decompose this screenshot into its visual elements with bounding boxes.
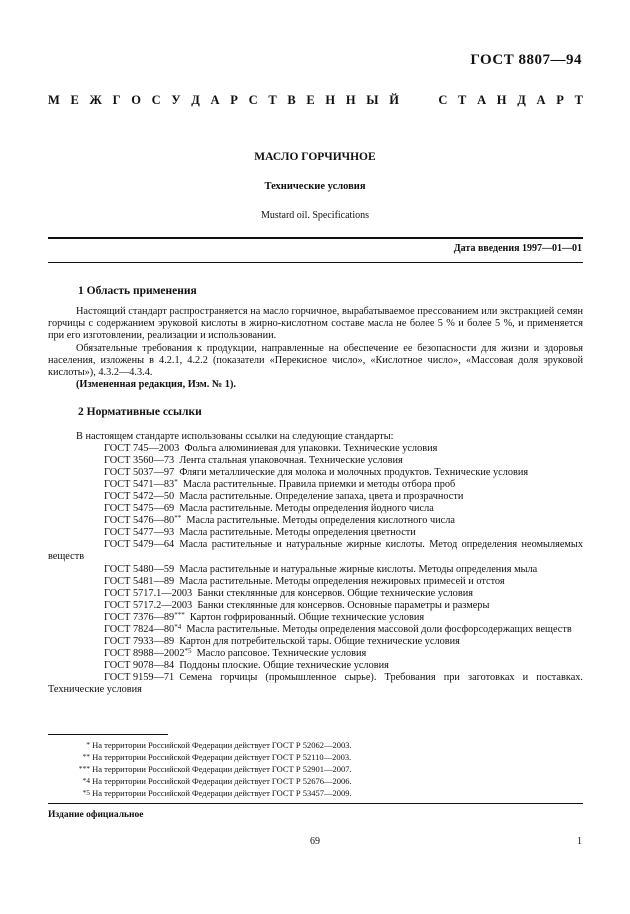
heading-letter: Ы — [366, 93, 379, 107]
reference-item — [48, 515, 583, 527]
heading-letter: Н — [325, 93, 336, 107]
section-1-body — [48, 306, 583, 391]
footnote-marker: ** — [174, 514, 182, 523]
heading-letter: Д — [191, 93, 200, 107]
footnote-marker: *** — [174, 610, 185, 619]
intro-date: Дата введения 1997—01—01 — [453, 243, 582, 254]
gost-number: ГОСТ 8807—94 — [470, 52, 582, 68]
reference-code: ГОСТ 8988—2002 — [104, 647, 185, 659]
divider-thin — [48, 262, 583, 263]
reference-item — [48, 455, 583, 467]
footnote-divider — [48, 734, 168, 735]
section-1-paragraph-1: Настоящий стандарт распространяется на масло горчичное, вырабатываемое прессованием или экстракцией семян горчицы с содержанием эруковой кислоты в жирно-кислотном составе масла не более 5 % и более 5 %, и применяется при его изготовлении, реализации и использовании. — [48, 306, 583, 342]
reference-title: Масла растительные. Методы определения нежировых примесей и отстоя — [179, 575, 505, 587]
heading-letter: В — [287, 93, 296, 107]
reference-item — [48, 588, 583, 600]
footnote — [48, 763, 583, 775]
reference-item — [48, 648, 583, 660]
reference-code: ГОСТ 5472—50 — [104, 491, 175, 503]
reference-code: ГОСТ 5717.1—2003 — [104, 587, 193, 599]
reference-item — [48, 491, 583, 503]
reference-item — [48, 527, 583, 539]
reference-code: ГОСТ 7376—89 — [104, 611, 175, 623]
heading-letter: У — [171, 93, 181, 107]
reference-title: Поддоны плоские. Общие технические условия — [179, 659, 389, 671]
heading-letter: С — [248, 93, 258, 107]
heading-letter: А — [210, 93, 220, 107]
section-2-heading: 2 Нормативные ссылки — [78, 406, 202, 418]
footnote-marker: *4 — [174, 622, 182, 631]
footnotes — [48, 739, 583, 799]
reference-code: ГОСТ 9078—84 — [104, 659, 175, 671]
footnote — [48, 787, 583, 799]
reference-title: Фляги металлические для молока и молочных продуктов. Технические условия — [179, 467, 529, 479]
heading-letter: С — [151, 93, 161, 107]
footnote-mark: ** — [82, 752, 90, 762]
reference-code: ГОСТ 5477—93 — [104, 527, 175, 539]
reference-title: Масла растительные. Методы определения массовой доли фосфорсодержащих веществ — [186, 623, 572, 635]
interstate-standard-heading — [48, 93, 583, 108]
page-number: 69 — [310, 836, 320, 847]
footnote-marker: * — [174, 478, 178, 487]
reference-code: ГОСТ 7824—80 — [104, 623, 175, 635]
divider-thick — [48, 237, 583, 239]
reference-code: ГОСТ 5476—80 — [104, 515, 175, 527]
footer-divider — [48, 803, 583, 804]
reference-title: Масла растительные. Методы определения йодного числа — [179, 503, 434, 515]
reference-title: Семена горчицы (промышленное сырье). Требования при заготовках и поставках. Технические условия — [48, 671, 583, 695]
reference-title: Масла растительные и натуральные жирные кислоты. Метод определения неомыляемых веществ — [48, 539, 583, 563]
footnote-mark: *4 — [82, 776, 90, 786]
reference-code: ГОСТ 5475—69 — [104, 503, 175, 515]
reference-code: ГОСТ 3560—73 — [104, 455, 175, 467]
footnote-mark: *** — [78, 764, 90, 774]
footnote-marker: *5 — [184, 646, 192, 655]
heading-letter: Н — [345, 93, 356, 107]
footnote-text: На территории Российской Федерации действует ГОСТ Р 52110—2003. — [92, 752, 352, 763]
heading-letter: О — [131, 93, 141, 107]
heading-letter: С — [438, 93, 448, 107]
heading-letter: Т — [458, 93, 467, 107]
heading-letter: Т — [268, 93, 277, 107]
heading-letter: Р — [556, 93, 564, 107]
corner-number: 1 — [577, 836, 582, 847]
reference-title: Масла растительные и натуральные жирные кислоты. Методы определения мыла — [179, 563, 538, 575]
document-title: МАСЛО ГОРЧИЧНОЕ — [254, 151, 376, 163]
footnote-text: На территории Российской Федерации действует ГОСТ Р 52901—2007. — [92, 764, 352, 775]
reference-item — [48, 443, 583, 455]
footnote-mark: *5 — [82, 788, 90, 798]
footnote-text: На территории Российской Федерации действует ГОСТ Р 52062—2003. — [92, 740, 352, 750]
reference-item — [48, 503, 583, 515]
reference-item — [48, 672, 583, 696]
reference-item — [48, 564, 583, 576]
reference-code: ГОСТ 5037—97 — [104, 467, 175, 479]
reference-title: Картон для потребительской тары. Общие технические условия — [179, 635, 460, 647]
reference-code: ГОСТ 5471—83 — [104, 479, 175, 491]
reference-code: ГОСТ 5480—59 — [104, 563, 175, 575]
reference-title: Фольга алюминиевая для упаковки. Технические условия — [184, 443, 438, 455]
heading-word-gap — [410, 93, 428, 108]
section-1-amendment: (Измененная редакция, Изм. № 1). — [76, 379, 236, 391]
reference-code: ГОСТ 5481—89 — [104, 575, 175, 587]
footnote-mark: * — [86, 740, 90, 749]
reference-item — [48, 612, 583, 624]
reference-title: Масла растительные. Методы определения цветности — [179, 527, 416, 539]
heading-letter: Е — [306, 93, 315, 107]
heading-letter: Д — [517, 93, 526, 107]
footnote-text: На территории Российской Федерации действует ГОСТ Р 52676—2006. — [92, 776, 352, 787]
references-intro: В настоящем стандарте использованы ссылки на следующие стандарты: — [76, 431, 394, 442]
reference-code: ГОСТ 745—2003 — [104, 443, 180, 455]
heading-letter: Е — [70, 93, 79, 107]
heading-letter: Т — [574, 93, 583, 107]
reference-item — [48, 576, 583, 588]
reference-code: ГОСТ 5479—64 — [104, 539, 175, 551]
reference-title: Банки стеклянные для консервов. Основные параметры и размеры — [197, 599, 490, 611]
edition-label: Издание официальное — [48, 810, 144, 820]
footnote — [48, 775, 583, 787]
reference-item — [48, 539, 583, 563]
reference-item — [48, 660, 583, 672]
reference-code: ГОСТ 5717.2—2003 — [104, 599, 193, 611]
section-1-paragraph-2: Обязательные требования к продукции, направленные на обеспечение ее безопасности для жизни и здоровья населения, изложены в 4.2.1, 4.2.2 (показатели «Перекисное число», «Кислотное число», «Массовая доля эруковой кислоты»), 4.3.2—4.3.4. — [48, 342, 583, 379]
reference-item — [48, 624, 583, 636]
reference-code: ГОСТ 7933—89 — [104, 635, 175, 647]
heading-letter: Г — [112, 93, 121, 107]
document-subtitle: Технические условия — [264, 181, 366, 192]
reference-title: Банки стеклянные для консервов. Общие технические условия — [197, 587, 473, 599]
heading-letter: Й — [389, 93, 399, 107]
footnote — [48, 751, 583, 763]
heading-letter: М — [48, 93, 60, 107]
references-list — [48, 431, 583, 696]
reference-item — [48, 467, 583, 479]
reference-item — [48, 636, 583, 648]
heading-letter: А — [477, 93, 487, 107]
reference-title: Масла растительные. Определение запаха, цвета и прозрачности — [179, 491, 464, 503]
heading-letter: Ж — [89, 93, 102, 107]
reference-title: Картон гофрированный. Общие технические условия — [189, 611, 425, 623]
heading-letter: Н — [496, 93, 507, 107]
heading-letter: Р — [230, 93, 238, 107]
reference-title: Масла растительные. Методы определения кислотного числа — [186, 515, 455, 527]
reference-code: ГОСТ 9159—71 — [104, 671, 175, 683]
heading-letter: А — [536, 93, 546, 107]
reference-item — [48, 600, 583, 612]
reference-title: Лента стальная упаковочная. Технические условия — [179, 455, 403, 467]
footnote-text: На территории Российской Федерации действует ГОСТ Р 53457—2009. — [92, 788, 352, 799]
reference-title: Масло рапсовое. Технические условия — [196, 647, 367, 659]
section-1-heading: 1 Область применения — [78, 285, 197, 297]
english-title: Mustard oil. Specifications — [260, 210, 370, 221]
reference-item — [48, 479, 583, 491]
reference-title: Масла растительные. Правила приемки и методы отбора проб — [182, 479, 456, 491]
footnote — [48, 739, 583, 751]
